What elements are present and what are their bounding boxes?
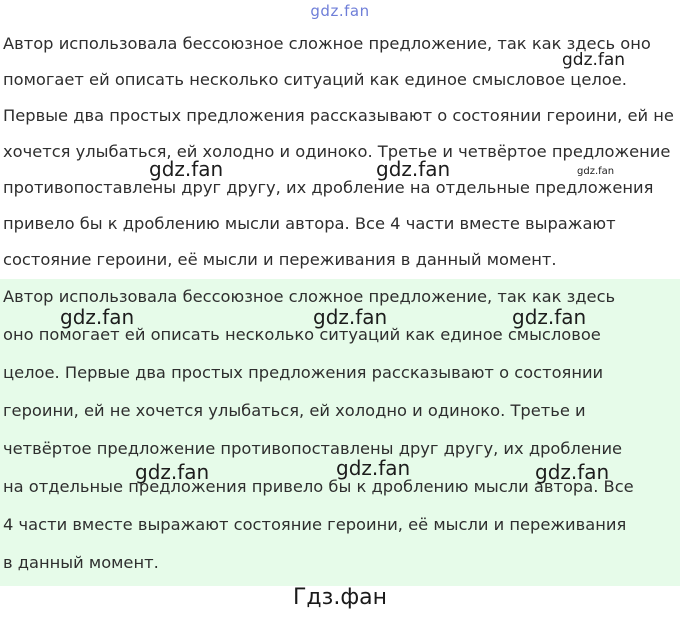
question-line: противопоставлены друг другу, их дробление на отдельные предложения: [3, 178, 654, 197]
answer-line: 4 части вместе выражают состояние героини, её мысли и переживания: [3, 515, 627, 534]
watermark: gdz.fan: [512, 305, 587, 329]
footer-logo[interactable]: Гдз.фан: [293, 585, 387, 610]
watermark: gdz.fan: [562, 50, 626, 70]
answer-line: целое. Первые два простых предложения рассказывают о состоянии: [3, 363, 604, 382]
question-line: состояние героини, её мысли и переживания в данный момент.: [3, 250, 557, 269]
watermark: gdz.fan: [376, 157, 451, 181]
answer-line: четвёртое предложение противопоставлены друг другу, их дробление: [3, 439, 623, 458]
watermark: gdz.fan: [577, 166, 615, 177]
answer-line: героини, ей не хочется улыбаться, ей холодно и одиноко. Третье и: [3, 401, 586, 420]
question-line: помогает ей описать несколько ситуаций как единое смысловое целое.: [3, 70, 627, 89]
watermark: gdz.fan: [149, 157, 224, 181]
answer-line: Автор использовала бессоюзное сложное предложение, так как здесь: [3, 287, 616, 306]
watermark: gdz.fan: [313, 305, 388, 329]
answer-line: на отдельные предложения привело бы к дроблению мысли автора. Все: [3, 477, 634, 496]
watermark: gdz.fan: [135, 460, 210, 484]
answer-line: в данный момент.: [3, 553, 159, 572]
watermark: gdz.fan: [336, 456, 411, 480]
question-line: Первые два простых предложения рассказывают о состоянии героини, ей не: [3, 106, 674, 125]
question-line: хочется улыбаться, ей холодно и одиноко. Третье и четвёртое предложение: [3, 142, 671, 161]
question-line: привело бы к дроблению мысли автора. Все 4 части вместе выражают: [3, 214, 616, 233]
watermark: gdz.fan: [535, 460, 610, 484]
watermark: gdz.fan: [60, 305, 135, 329]
answer-line: оно помогает ей описать несколько ситуаций как единое смысловое: [3, 325, 601, 344]
site-logo[interactable]: gdz.fan: [310, 2, 370, 20]
question-line: Автор использовала бессоюзное сложное предложение, так как здесь оно: [3, 34, 651, 53]
